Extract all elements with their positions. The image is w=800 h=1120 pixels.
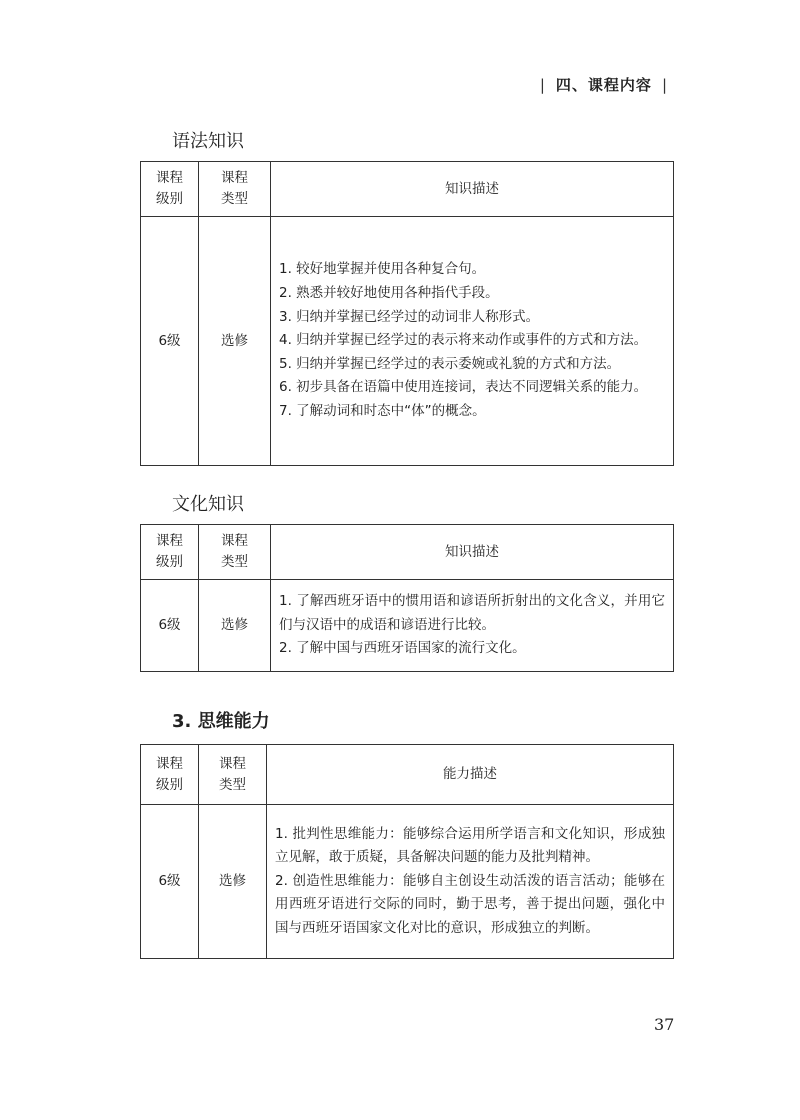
section-title-grammar: 语法知识 xyxy=(172,131,244,152)
page-number: 37 xyxy=(654,1015,675,1034)
column-header-description: 知识描述 xyxy=(271,525,674,580)
table-header-row xyxy=(141,745,674,805)
culture-table xyxy=(140,524,674,672)
header-title: 四、课程内容 xyxy=(555,76,652,94)
description-item: 5. 归纳并掌握已经学过的表示委婉或礼貌的方式和方法。 xyxy=(279,355,621,372)
description-item: 7. 了解动词和时态中“体”的概念。 xyxy=(279,402,486,419)
description-item: 1. 批判性思维能力：能够综合运用所学语言和文化知识，形成独立见解，敢于质疑，具备解决问题的能力及批判精神。 xyxy=(275,825,665,866)
column-header-type: 课程 类型 xyxy=(199,745,267,805)
running-header xyxy=(530,74,678,95)
description-item: 1. 了解西班牙语中的惯用语和谚语所折射出的文化含义，并用它们与汉语中的成语和谚语进行比较。 xyxy=(279,593,665,633)
header-right-bar: | xyxy=(661,76,668,94)
column-header-level: 课程 级别 xyxy=(141,162,199,217)
header-left-bar: | xyxy=(539,76,546,94)
section-title-culture: 文化知识 xyxy=(172,494,244,515)
section-title-thinking: 3. 思维能力 xyxy=(172,711,270,732)
table-row xyxy=(141,580,674,672)
description-item: 2. 创造性思维能力：能够自主创设生动活泼的语言活动；能够在用西班牙语进行交际的同时，勤于思考，善于提出问题，强化中国与西班牙语国家文化对比的意识，形成独立的判断。 xyxy=(275,872,665,936)
course-type: 选修 xyxy=(199,217,271,466)
description-item: 2. 了解中国与西班牙语国家的流行文化。 xyxy=(279,640,526,657)
thinking-table xyxy=(140,744,674,959)
column-header-level: 课程 级别 xyxy=(141,745,199,805)
table-header-row xyxy=(141,525,674,580)
grammar-table xyxy=(140,161,674,466)
description-cell xyxy=(267,805,674,959)
description-item: 1. 较好地掌握并使用各种复合句。 xyxy=(279,261,486,278)
course-level: 6级 xyxy=(141,580,199,672)
course-level: 6级 xyxy=(141,805,199,959)
column-header-type: 课程 类型 xyxy=(199,162,271,217)
description-item: 6. 初步具备在语篇中使用连接词，表达不同逻辑关系的能力。 xyxy=(279,379,648,396)
table-row xyxy=(141,217,674,466)
description-item: 2. 熟悉并较好地使用各种指代手段。 xyxy=(279,285,499,302)
column-header-description: 知识描述 xyxy=(271,162,674,217)
description-cell xyxy=(271,580,674,672)
description-item: 3. 归纳并掌握已经学过的动词非人称形式。 xyxy=(279,308,540,325)
column-header-type: 课程 类型 xyxy=(199,525,271,580)
table-row xyxy=(141,805,674,959)
column-header-description: 能力描述 xyxy=(267,745,674,805)
table-header-row xyxy=(141,162,674,217)
course-type: 选修 xyxy=(199,580,271,672)
course-level: 6级 xyxy=(141,217,199,466)
course-type: 选修 xyxy=(199,805,267,959)
column-header-level: 课程 级别 xyxy=(141,525,199,580)
description-item: 4. 归纳并掌握已经学过的表示将来动作或事件的方式和方法。 xyxy=(279,332,648,349)
description-cell xyxy=(271,217,674,466)
